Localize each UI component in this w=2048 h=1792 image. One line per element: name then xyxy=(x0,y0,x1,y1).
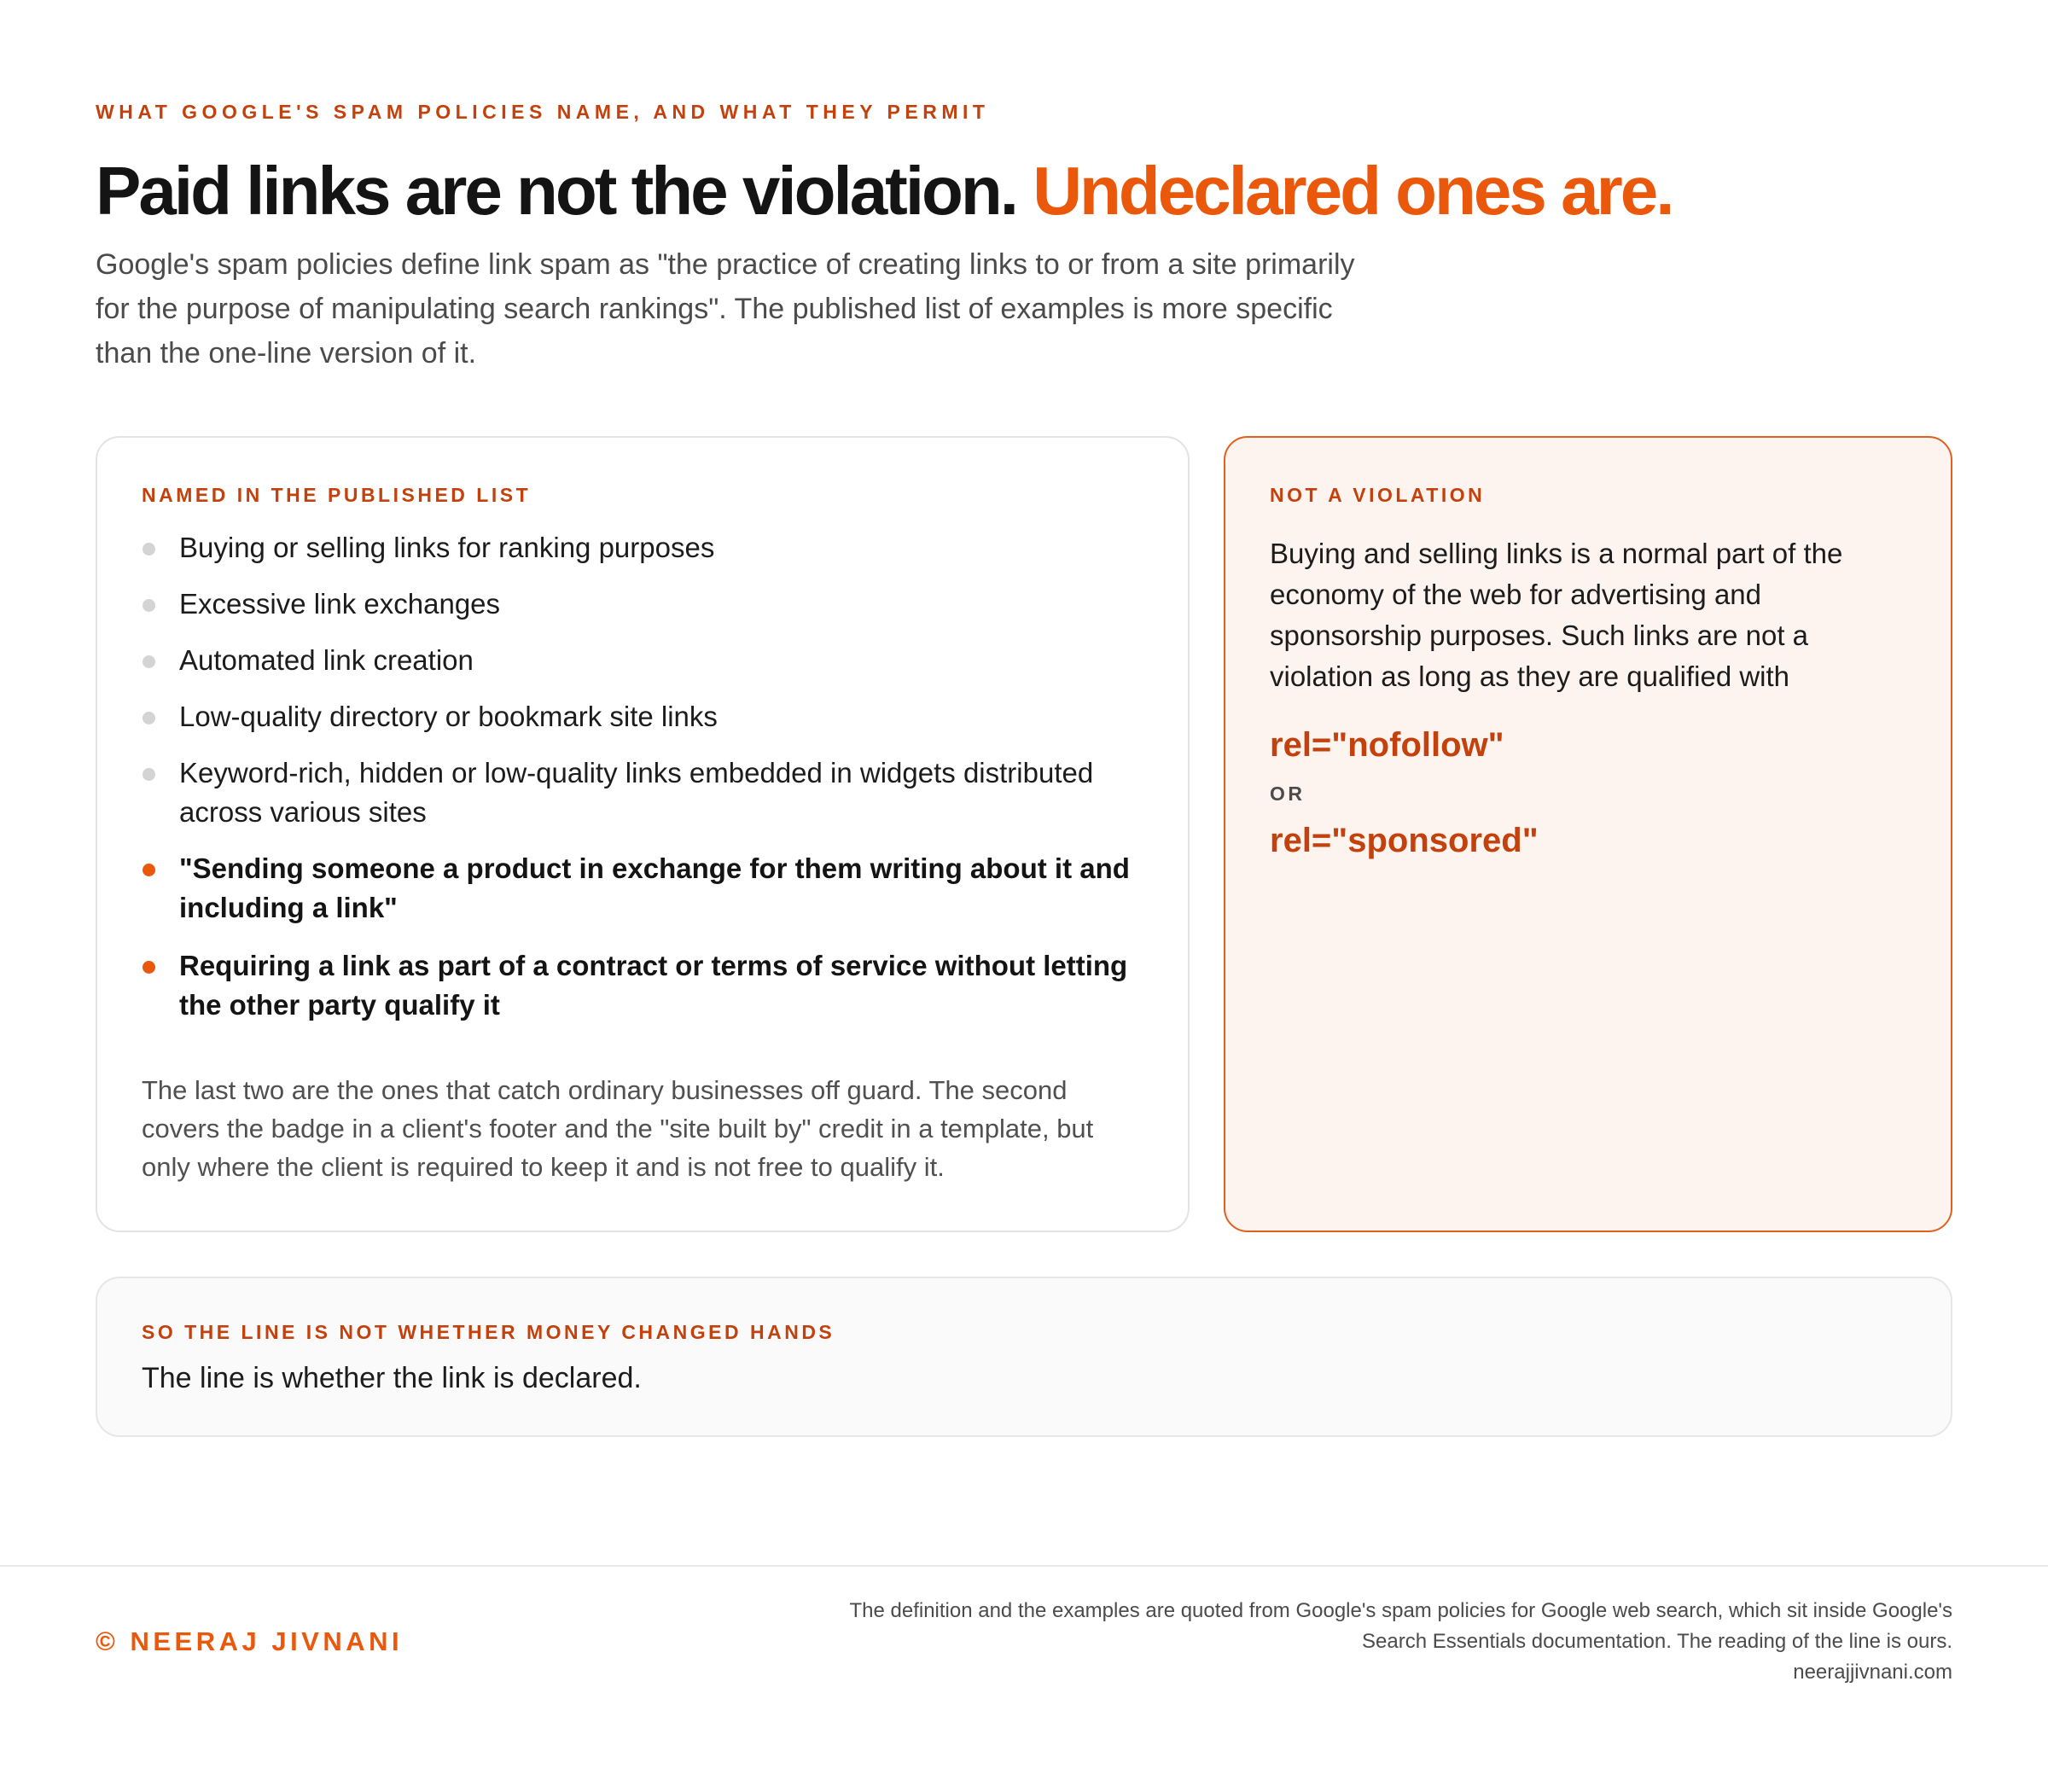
footer-brand: © NEERAJ JIVNANI xyxy=(96,1626,404,1656)
page-title-main: Paid links are not the violation. xyxy=(96,153,1033,229)
footer-note-line: Search Essentials documentation. The reading of the line is ours. xyxy=(1362,1630,1952,1653)
list-item xyxy=(142,528,1149,567)
rel-sponsored-code: rel="sponsored" xyxy=(1270,822,1539,859)
eyebrow-label: WHAT GOOGLE'S SPAM POLICIES NAME, AND WHAT THEY PERMIT xyxy=(96,101,990,123)
conclusion-card xyxy=(96,1277,1952,1437)
not-violation-body: Buying and selling links is a normal part of the economy of the web for advertising and sponsorship purposes. Such links are not a violation as long as they are qualified with xyxy=(1270,538,1843,692)
named-list-label: NAMED IN THE PUBLISHED LIST xyxy=(142,484,532,506)
list-item xyxy=(142,641,1149,680)
footer-notes xyxy=(758,1596,1952,1688)
page-title-accent: Undeclared ones are. xyxy=(1033,153,1673,229)
footer-site-link: neerajjivnani.com xyxy=(1793,1661,1952,1684)
list-item-text: Automated link creation xyxy=(179,644,474,676)
conclusion-text: The line is whether the link is declared. xyxy=(142,1362,642,1394)
footer-note-line: The definition and the examples are quoted from Google's spam policies for Google web search, which sit inside Google's xyxy=(849,1599,1952,1622)
not-violation-label: NOT A VIOLATION xyxy=(1270,484,1486,506)
bullet-dot-icon xyxy=(143,768,155,781)
or-separator: OR xyxy=(1270,783,1306,805)
bullet-dot-icon xyxy=(143,599,155,612)
named-list-card xyxy=(96,436,1190,1232)
intro-paragraph: Google's spam policies define link spam as "the practice of creating links to or from a site primarily for the purpose of manipulating search rankings". The published list of examples is more specific than the one-line version of it. xyxy=(96,248,1355,369)
named-list xyxy=(142,528,1149,1044)
list-item-text: Requiring a link as part of a contract or terms of service without letting the other party qualify it xyxy=(179,950,1128,1021)
list-item xyxy=(142,753,1149,832)
named-list-note: The last two are the ones that catch ordinary businesses off guard. The second covers the badge in a client's footer and the "site built by" credit in a template, but only where the client is required to keep it and is not free to qualify it. xyxy=(142,1075,1094,1182)
list-item-emphasis xyxy=(142,849,1149,928)
list-item xyxy=(142,697,1149,736)
list-item-text: Excessive link exchanges xyxy=(179,588,501,620)
bullet-dot-icon xyxy=(143,543,155,556)
rel-nofollow-code: rel="nofollow" xyxy=(1270,726,1504,764)
footer-divider xyxy=(0,1565,2048,1567)
bullet-dot-icon xyxy=(143,712,155,724)
conclusion-label: SO THE LINE IS NOT WHETHER MONEY CHANGED HANDS xyxy=(142,1321,835,1343)
list-item xyxy=(142,585,1149,624)
list-item-emphasis xyxy=(142,946,1149,1025)
list-item-text: Buying or selling links for ranking purposes xyxy=(179,532,715,563)
list-item-text: Keyword-rich, hidden or low-quality links embedded in widgets distributed across various sites xyxy=(179,757,1094,828)
bullet-dot-icon xyxy=(143,655,155,668)
bullet-dot-accent-icon xyxy=(143,864,155,876)
bullet-dot-accent-icon xyxy=(143,961,155,974)
list-item-text: "Sending someone a product in exchange for them writing about it and including a link" xyxy=(179,852,1130,923)
page-title xyxy=(96,150,1672,232)
not-violation-card xyxy=(1224,436,1952,1232)
list-item-text: Low-quality directory or bookmark site links xyxy=(179,701,718,732)
